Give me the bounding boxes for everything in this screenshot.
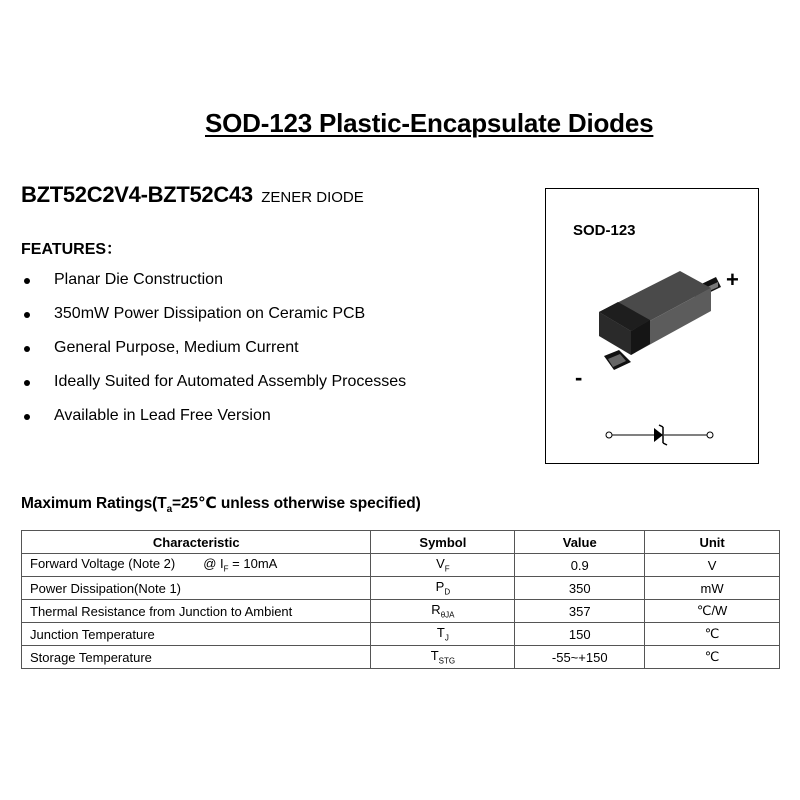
bullet-icon	[24, 278, 30, 284]
cell-symbol	[371, 600, 515, 623]
cell-unit: ℃/W	[645, 600, 780, 623]
ratings-heading	[21, 494, 421, 515]
cell-characteristic: Power Dissipation(Note 1)	[22, 577, 371, 600]
feature-text: 350mW Power Dissipation on Ceramic PCB	[54, 305, 366, 322]
package-label: SOD-123	[573, 222, 636, 239]
table-row	[22, 577, 780, 600]
ratings-heading-suffix: =25℃ unless otherwise specified)	[172, 495, 421, 512]
symbol-text: R	[431, 602, 441, 618]
cell-symbol	[371, 646, 515, 669]
bullet-icon	[24, 312, 30, 318]
symbol-sub: STG	[438, 656, 456, 666]
cathode-lead-icon	[604, 350, 631, 370]
cell-characteristic: Junction Temperature	[22, 623, 371, 646]
col-unit: Unit	[645, 531, 780, 554]
features-list	[21, 269, 406, 439]
symbol-sub: J	[444, 633, 449, 643]
col-symbol: Symbol	[371, 531, 515, 554]
cell-unit: ℃	[645, 646, 780, 669]
ratings-heading-prefix: Maximum Ratings(T	[21, 495, 167, 512]
characteristic-text: Forward Voltage (Note 2)	[30, 556, 176, 572]
cell-symbol	[371, 577, 515, 600]
part-number: BZT52C2V4-BZT52C43	[21, 182, 253, 207]
symbol-text: T	[430, 648, 439, 664]
part-type: ZENER DIODE	[261, 189, 364, 206]
cell-value: 150	[515, 623, 645, 646]
cell-characteristic	[22, 554, 371, 577]
bullet-icon	[24, 380, 30, 386]
table-header-row	[22, 531, 780, 554]
bullet-icon	[24, 346, 30, 352]
cell-characteristic: Thermal Resistance from Junction to Ambient	[22, 600, 371, 623]
condition-sub: F	[223, 564, 229, 574]
sod123-drawing	[546, 189, 758, 463]
feature-text: Ideally Suited for Automated Assembly Processes	[54, 373, 407, 390]
cell-unit: mW	[645, 577, 780, 600]
col-characteristic: Characteristic	[22, 531, 371, 554]
symbol-text: P	[435, 579, 445, 595]
feature-text: Planar Die Construction	[54, 271, 223, 288]
feature-item	[21, 405, 406, 439]
table-row	[22, 554, 780, 577]
feature-item	[21, 269, 406, 303]
package-diagram	[545, 188, 759, 464]
bullet-icon	[24, 414, 30, 420]
condition-tail: = 10mA	[228, 556, 278, 572]
cell-characteristic: Storage Temperature	[22, 646, 371, 669]
feature-text: Available in Lead Free Version	[54, 407, 271, 424]
cell-value: 357	[515, 600, 645, 623]
ratings-heading-sub: a	[166, 504, 173, 516]
cell-value: 350	[515, 577, 645, 600]
cell-unit: V	[645, 554, 780, 577]
page-title: SOD-123 Plastic-Encapsulate Diodes	[205, 108, 654, 138]
ratings-table	[21, 530, 780, 669]
symbol-text: T	[436, 625, 445, 641]
cell-symbol	[371, 623, 515, 646]
anode-plus-sign: +	[726, 267, 739, 292]
cell-value: -55~+150	[515, 646, 645, 669]
part-header	[21, 182, 364, 208]
features-heading: FEATURES：	[21, 241, 123, 258]
zener-symbol-icon	[606, 425, 713, 445]
feature-item	[21, 337, 406, 371]
feature-text: General Purpose, Medium Current	[54, 339, 299, 356]
table-row	[22, 623, 780, 646]
symbol-text: V	[436, 556, 445, 572]
cathode-minus-sign: -	[575, 365, 583, 390]
col-value: Value	[515, 531, 645, 554]
condition-text: @ I	[203, 556, 224, 572]
cell-symbol	[371, 554, 515, 577]
symbol-sub: D	[444, 587, 451, 597]
feature-item	[21, 371, 406, 405]
symbol-sub: θJA	[440, 610, 455, 620]
symbol-sub: F	[444, 564, 450, 574]
test-condition	[203, 556, 278, 574]
cell-value: 0.9	[515, 554, 645, 577]
table-row	[22, 600, 780, 623]
table-row	[22, 646, 780, 669]
feature-item	[21, 303, 406, 337]
cell-unit: ℃	[645, 623, 780, 646]
